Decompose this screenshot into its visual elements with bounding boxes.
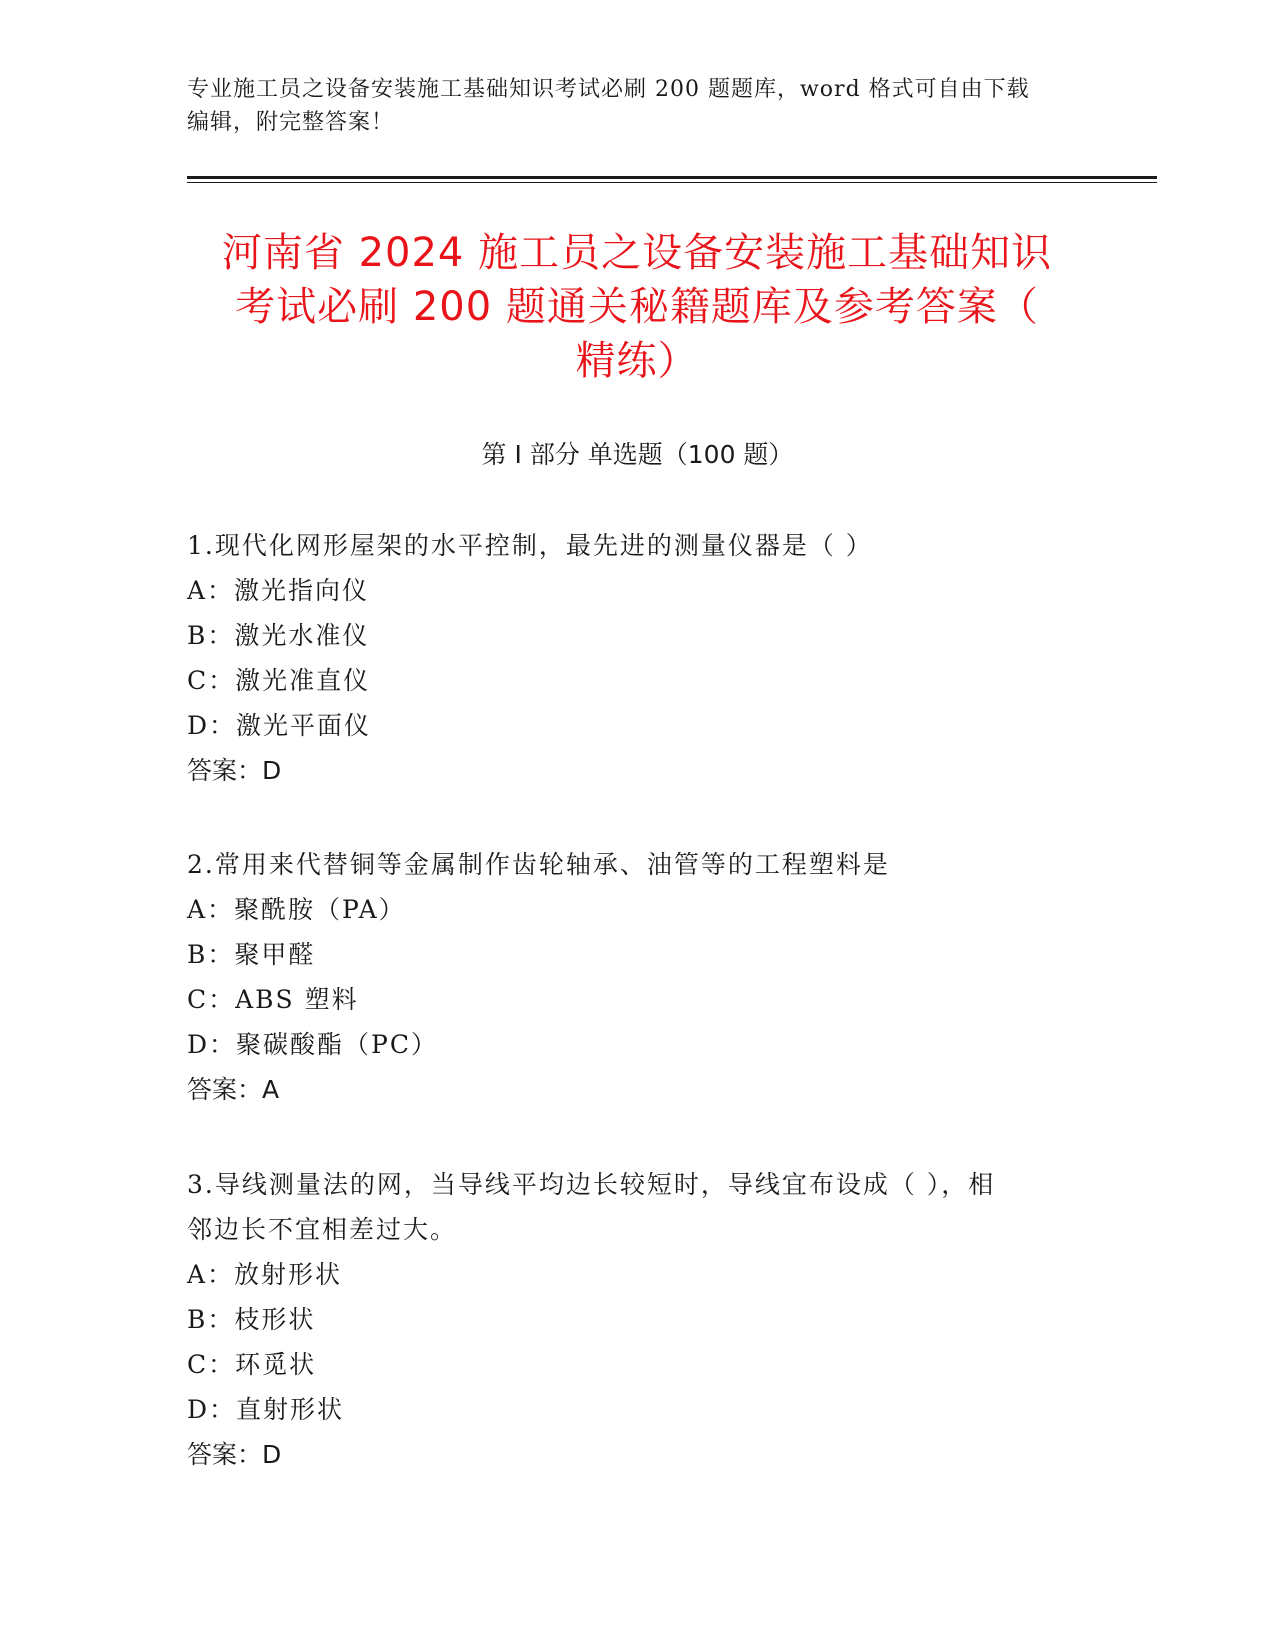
document-title-line-1: 河南省 2024 施工员之设备安装施工基础知识 bbox=[221, 230, 1053, 276]
question-1 bbox=[187, 523, 1087, 793]
option-d: D：激光平面仪 bbox=[187, 711, 372, 740]
section-heading: 第 I 部分 单选题（100 题） bbox=[481, 440, 794, 469]
option-a: A：放射形状 bbox=[187, 1260, 343, 1289]
option-c: C：激光准直仪 bbox=[187, 666, 371, 695]
option-b: B：激光水准仪 bbox=[187, 621, 370, 650]
question-stem: 2.常用来代替铜等金属制作齿轮轴承、油管等的工程塑料是 bbox=[187, 850, 890, 879]
answer: 答案：A bbox=[187, 1075, 280, 1104]
answer: 答案：D bbox=[187, 756, 282, 785]
option-b: B：枝形状 bbox=[187, 1305, 316, 1334]
question-stem: 1.现代化网形屋架的水平控制，最先进的测量仪器是（ ） bbox=[187, 531, 873, 560]
option-a: A：激光指向仪 bbox=[187, 576, 370, 605]
document-title-line-2: 考试必刷 200 题通关秘籍题库及参考答案（ bbox=[235, 284, 1039, 330]
question-3 bbox=[187, 1162, 1087, 1477]
question-2 bbox=[187, 842, 1087, 1112]
answer: 答案：D bbox=[187, 1440, 282, 1469]
option-d: D：聚碳酸酯（PC） bbox=[187, 1030, 438, 1059]
option-a: A：聚酰胺（PA） bbox=[187, 895, 406, 924]
header-divider-thin bbox=[187, 182, 1157, 183]
question-stem-line-1: 3.导线测量法的网，当导线平均边长较短时，导线宜布设成（ ），相 bbox=[187, 1170, 996, 1199]
question-stem-line-2: 邻边长不宜相差过大。 bbox=[187, 1215, 458, 1244]
header-note-line-2: 编辑，附完整答案！ bbox=[187, 110, 395, 135]
document-title-line-3: 精练） bbox=[575, 338, 699, 384]
header-divider-thick bbox=[187, 176, 1157, 179]
option-b: B：聚甲醛 bbox=[187, 940, 316, 969]
option-c: C：ABS 塑料 bbox=[187, 985, 359, 1014]
header-note-line-1: 专业施工员之设备安装施工基础知识考试必刷 200 题题库，word 格式可自由下载 bbox=[187, 77, 1030, 102]
header-note bbox=[187, 73, 1087, 139]
document-title bbox=[187, 226, 1087, 388]
option-d: D：直射形状 bbox=[187, 1395, 345, 1424]
option-c: C：环觅状 bbox=[187, 1350, 317, 1379]
